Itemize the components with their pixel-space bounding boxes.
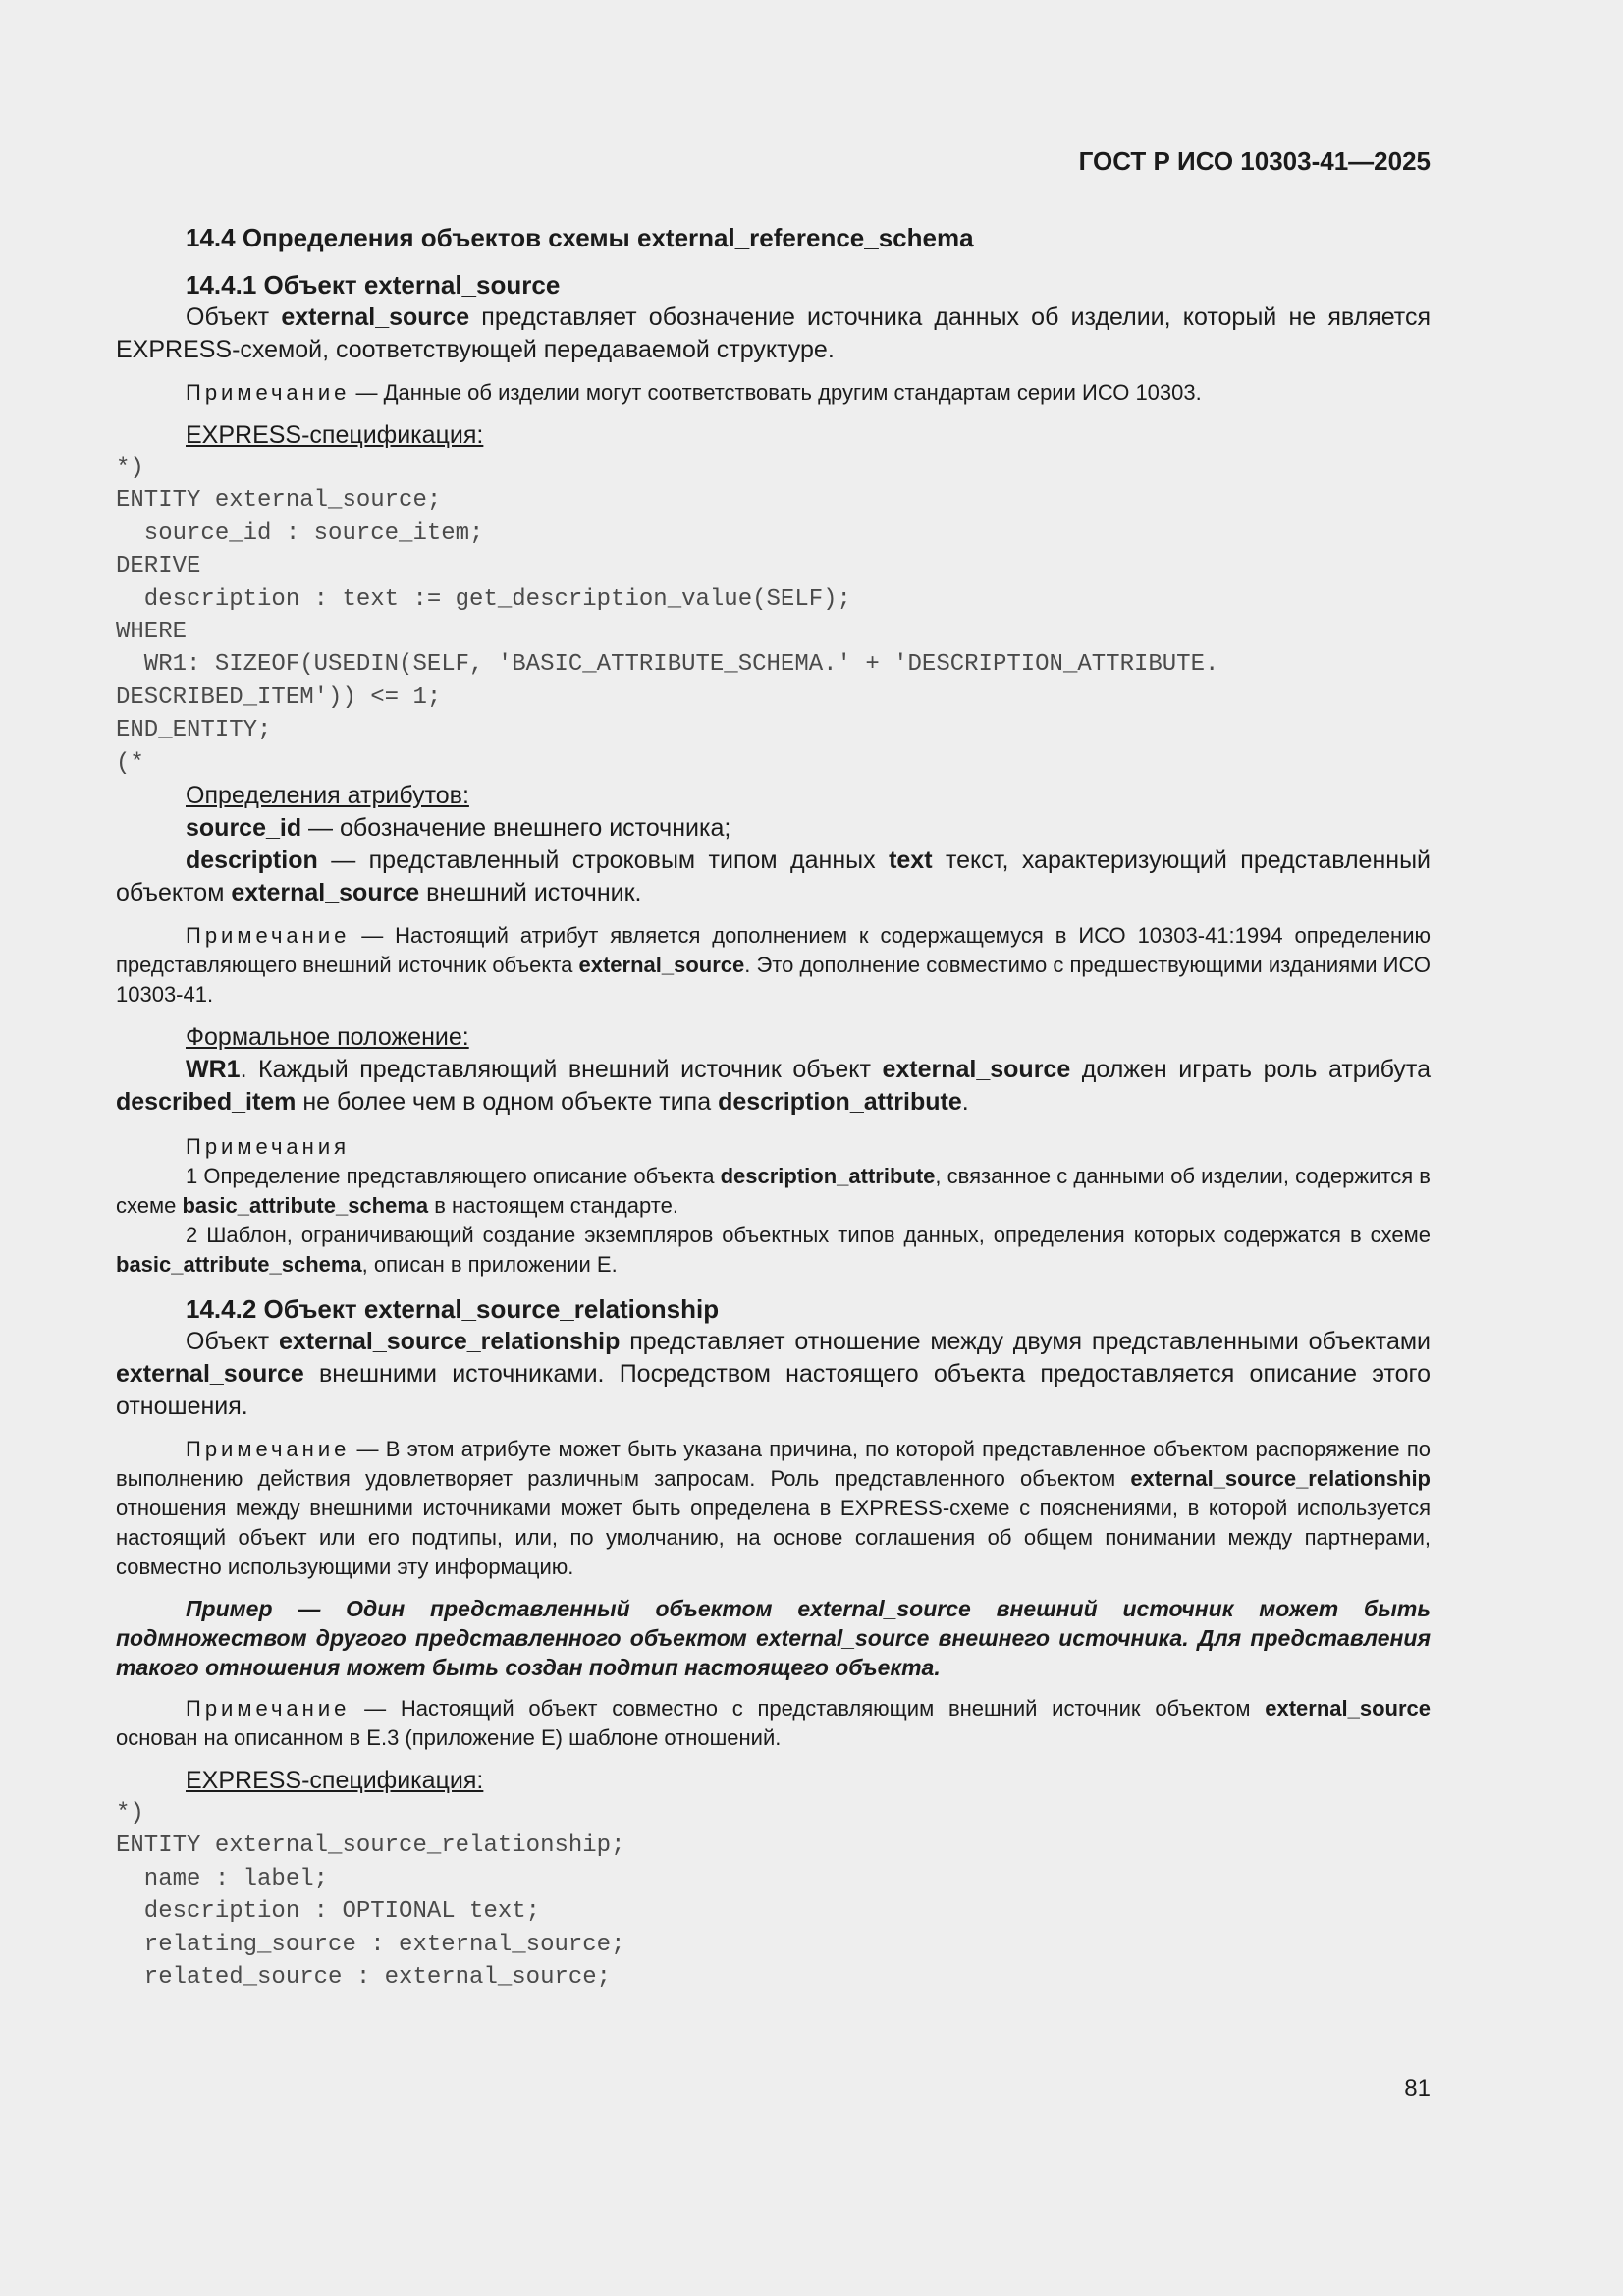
express-spec-label-1: EXPRESS-спецификация: (186, 421, 484, 449)
page-content (116, 222, 1431, 1995)
express-code-block-1: *) ENTITY external_source; source_id : source_item; DERIVE description : text := get_description_value(SELF); WHERE WR1: SIZEOF(USEDIN(SELF, 'BASIC_ATTRIBUTE_SCHEMA.' + 'DESCRIPTION_ATTRIBUTE. DESCRIBED_ITEM')) <= 1; END_ENTITY; (* (116, 455, 1219, 777)
paragraph-external-source: Объект external_source представляет обозначение источника данных об изделии, который не является EXPRESS-схемой, соответствующей передаваемой структуре. (116, 303, 1432, 363)
notes-label: Примечания (186, 1134, 351, 1160)
section-heading-14-4: 14.4 Определения объектов схемы external_reference_schema (186, 223, 974, 252)
note-2: Примечание — Настоящий атрибут является дополнением к содержащемуся в ИСО 10303-41:1994 определению представляющего внешний источник объекта external_source. Это дополнение совместимо с предшествующими изданиями ИСО 10303-41. (116, 923, 1431, 1008)
formal-proposition-label: Формальное положение: (186, 1023, 469, 1052)
note-4: 2 Шаблон, ограничивающий создание экземпляров объектных типов данных, определения которых содержатся в схеме basic_attribute_schema, описан в приложении Е. (116, 1223, 1431, 1278)
paragraph-relationship: Объект external_source_relationship представляет отношение между двумя представленными объектами external_source внешними источниками. Посредством настоящего объекта предоставляется описание этого отношения. (116, 1328, 1432, 1421)
example-paragraph: Пример — Один представленный объектом external_source внешний источник может быть подмножеством другого представленного объектом external_source внешнего источника. Для представления такого отношения может быть создан подтип настоящего объекта. (116, 1596, 1431, 1681)
attribute-source-id: source_id — обозначение внешнего источника; (186, 814, 731, 843)
page-number: 81 (1404, 2075, 1431, 2102)
express-spec-label-2: EXPRESS-спецификация: (186, 1767, 484, 1795)
attribute-description: description — представленный строковым типом данных text текст, характеризующий представленный объектом external_source внешний источник. (116, 847, 1432, 907)
section-heading-14-4-2: 14.4.2 Объект external_source_relationship (186, 1294, 720, 1325)
attributes-label: Определения атрибутов: (186, 782, 469, 810)
note-6: Примечание — Настоящий объект совместно с представляющим внешний источник объектом external_source основан на описанном в Е.3 (приложение Е) шаблоне отношений. (116, 1696, 1431, 1751)
note-5: Примечание — В этом атрибуте может быть указана причина, по которой представленное объектом распоряжение по выполнению действия удовлетворяет различным запросам. Роль представленного объектом external_source_relationship отношения между внешними источниками может быть определена в EXPRESS-схеме с пояснениями, в которой используется настоящий объект или его подтипы, или, по умолчанию, на основе соглашения об общем понимании между партнерами, совместно использующими эту информацию. (116, 1437, 1431, 1580)
note-3: 1 Определение представляющего описание объекта description_attribute, связанное с данными об изделии, содержится в схеме basic_attribute_schema в настоящем стандарте. (116, 1164, 1431, 1219)
document-header: ГОСТ Р ИСО 10303-41—2025 (1078, 146, 1431, 176)
rule-wr1: WR1. Каждый представляющий внешний источник объект external_source должен играть роль атрибута described_item не более чем в одном объекте типа description_attribute. (116, 1056, 1431, 1117)
express-code-block-2: *) ENTITY external_source_relationship; name : label; description : OPTIONAL text; relating_source : external_source; related_source : external_source; (116, 1800, 625, 1992)
section-heading-14-4-1: 14.4.1 Объект external_source (186, 270, 561, 300)
notes-block (116, 1132, 1431, 1280)
note-1: Примечание — Данные об изделии могут соответствовать другим стандартам серии ИСО 10303. (186, 380, 1202, 405)
